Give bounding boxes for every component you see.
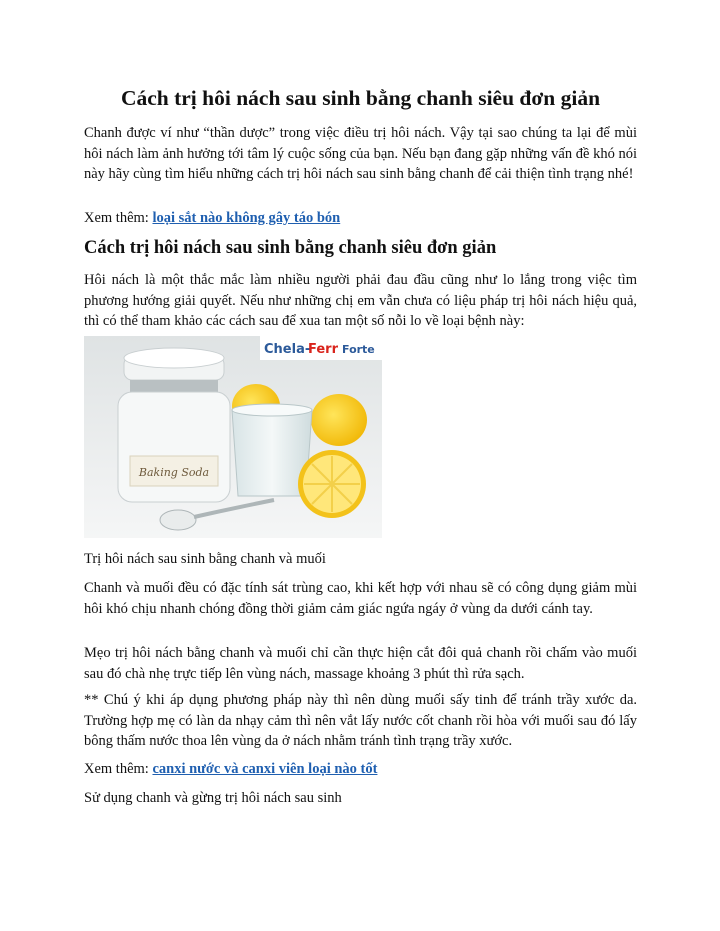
see-more-link-calcium[interactable]: canxi nước và canxi viên loại nào tốt [152, 761, 378, 777]
see-more-label-2: Xem thêm: [84, 761, 153, 777]
see-more-label: Xem thêm: [84, 210, 153, 226]
salt-lemon-paragraph: Chanh và muối đều có đặc tính sát trùng cao, khi kết hợp với nhau sẽ có công dụng giảm mùi hôi khó chịu nhanh chóng đồng thời giảm cảm giác ngứa ngáy ở vùng da dưới cánh tay. [84, 580, 637, 617]
note-paragraph: ** Chú ý khi áp dụng phương pháp này thì nên dùng muối sấy tinh để tránh trầy xước da. Trường hợp mẹ có làn da nhạy cảm thì nên vắt lấy nước cốt chanh rồi hòa với muối sau đó lấy bông thấm nước thoa lên vùng da ở nách nhằm tránh tình trạng trầy xước. [84, 692, 637, 749]
page-title: Cách trị hôi nách sau sinh bằng chanh siêu đơn giản [120, 86, 601, 110]
image-caption: Trị hôi nách sau sinh bằng chanh và muối [84, 551, 326, 567]
tip-paragraph: Mẹo trị hôi nách bằng chanh và muối chỉ cần thực hiện cắt đôi quả chanh rồi chấm vào muối sau đó chà nhẹ trực tiếp lên vùng nách, massage khoảng 3 phút thì rửa sạch. [84, 645, 637, 682]
photo-illustration [84, 336, 382, 538]
brand-name-a: Chela- [264, 342, 311, 357]
brand-name-b: Ferr [308, 342, 338, 357]
see-more-1 [84, 208, 637, 229]
intro-paragraph: Chanh được ví như “thần dược” trong việc điều trị hôi nách. Vậy tại sao chúng ta lại để mùi hôi nách làm ảnh hưởng tới tâm lý cuộc sống của bạn. Nếu bạn đang gặp những vấn đề khó nói này hãy cùng tìm hiểu những cách trị hôi nách sau sinh bằng chanh để cải thiện tình trạng nhé! [84, 125, 637, 182]
brand-logo [260, 336, 382, 360]
lemon-baking-soda-photo [84, 336, 382, 538]
ginger-paragraph: Sử dụng chanh và gừng trị hôi nách sau sinh [84, 790, 342, 806]
see-more-link-iron[interactable]: loại sắt nào không gây táo bón [152, 210, 341, 226]
section-paragraph: Hôi nách là một thắc mắc làm nhiều người phải đau đầu cũng như lo lắng trong việc tìm phương hướng giải quyết. Nếu như những chị em vẫn chưa có liệu pháp trị hôi nách hiệu quả, thì có thể tham khảo các cách sau để xua tan một số nỗi lo về loại bệnh này: [84, 272, 637, 329]
jar-label: Baking Soda [138, 466, 210, 479]
see-more-2 [84, 759, 637, 780]
brand-name-c: Forte [342, 343, 375, 356]
section-heading: Cách trị hôi nách sau sinh bằng chanh siêu đơn giản [84, 238, 497, 258]
